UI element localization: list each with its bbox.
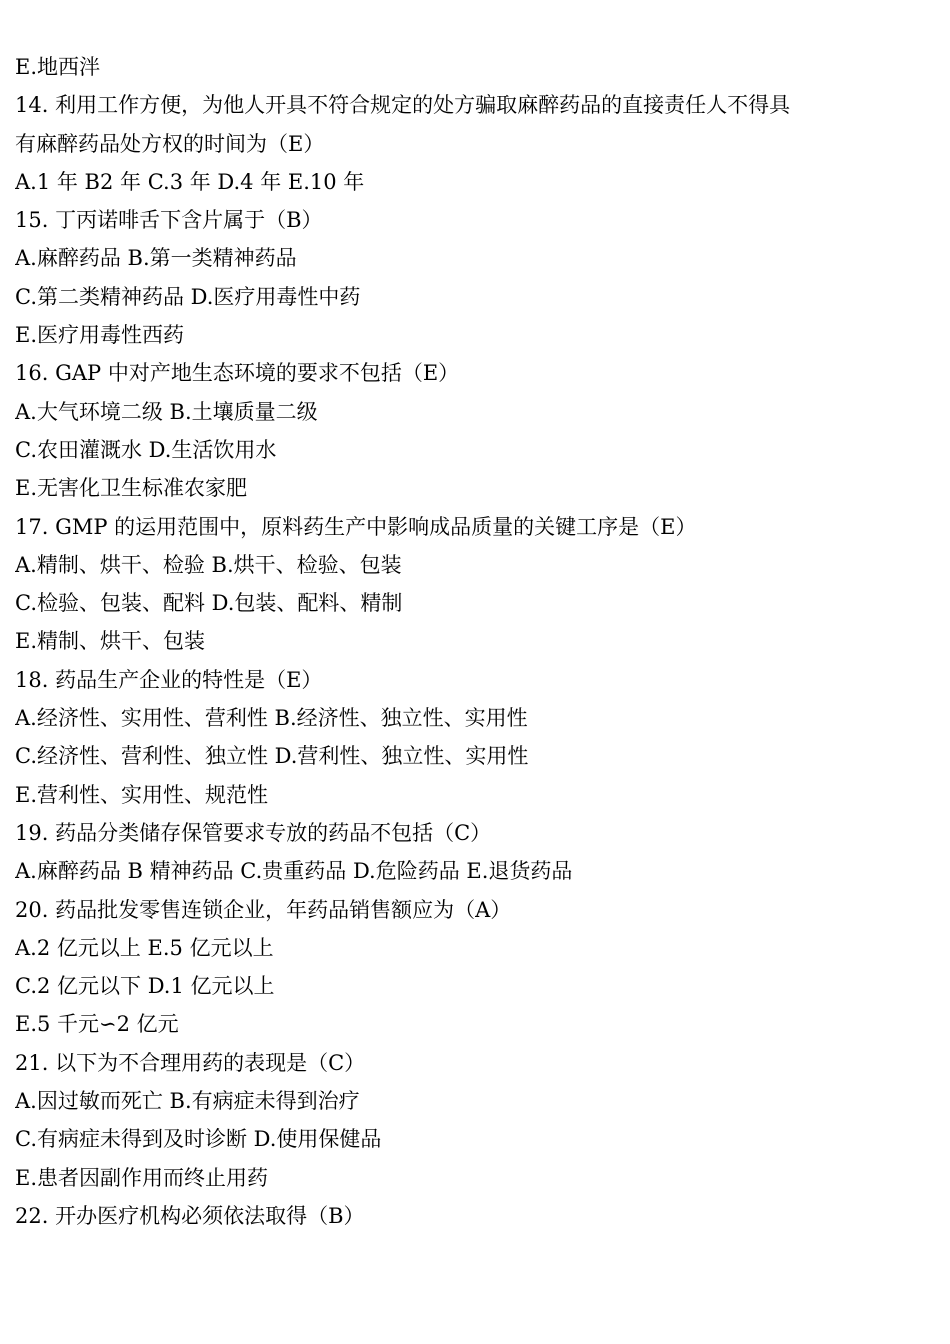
answer-options: C.检验、包装、配料 D.包装、配料、精制 <box>15 591 403 616</box>
answer-options: A.因过敏而死亡 B.有病症未得到治疗 <box>15 1089 360 1114</box>
answer-options: C.第二类精神药品 D.医疗用毒性中药 <box>15 284 361 309</box>
answer-options: C.经济性、营利性、独立性 D.营利性、独立性、实用性 <box>15 744 529 769</box>
answer-options: A.麻醉药品 B.第一类精神药品 <box>15 246 297 271</box>
answer-options: E.精制、烘干、包装 <box>15 629 206 654</box>
text-line: E.地西泮 <box>15 55 101 79</box>
answer-options: A.经济性、实用性、营利性 B.经济性、独立性、实用性 <box>15 706 528 731</box>
answer-options: A.大气环境二级 B.土壤质量二级 <box>15 399 318 424</box>
question-16: 16. GAP 中对产地生态环境的要求不包括（E） <box>15 361 460 386</box>
answer-options: A.1 年 B2 年 C.3 年 D.4 年 E.10 年 <box>15 169 365 194</box>
answer-options: C.农田灌溉水 D.生活饮用水 <box>15 437 277 462</box>
document-body <box>15 48 915 1235</box>
question-18: 18. 药品生产企业的特性是（E） <box>15 667 323 692</box>
question-21: 21. 以下为不合理用药的表现是（C） <box>15 1050 366 1075</box>
question-19: 19. 药品分类储存保管要求专放的药品不包括（C） <box>15 820 492 845</box>
question-17: 17. GMP 的运用范围中，原料药生产中影响成品质量的关键工序是（E） <box>15 514 697 539</box>
answer-options: E.5 千元∽2 亿元 <box>15 1012 179 1037</box>
answer-options: C.有病症未得到及时诊断 D.使用保健品 <box>15 1127 382 1152</box>
question-22: 22. 开办医疗机构必须依法取得（B） <box>15 1203 365 1228</box>
question-15: 15. 丁丙诺啡舌下含片属于（B） <box>15 208 323 233</box>
question-14: 14. 利用工作方便，为他人开具不符合规定的处方骗取麻醉药品的直接责任人不得具 <box>15 93 791 118</box>
answer-options: E.无害化卫生标准农家肥 <box>15 476 248 501</box>
answer-options: A.2 亿元以上 E.5 亿元以上 <box>15 935 274 960</box>
question-20: 20. 药品批发零售连锁企业，年药品销售额应为（A） <box>15 897 512 922</box>
answer-options: E.营利性、实用性、规范性 <box>15 782 269 807</box>
answer-options: E.患者因副作用而终止用药 <box>15 1165 269 1190</box>
answer-options: A.麻醉药品 B 精神药品 C.贵重药品 D.危险药品 E.退货药品 <box>15 859 573 884</box>
answer-options: E.医疗用毒性西药 <box>15 323 185 348</box>
answer-options: A.精制、烘干、检验 B.烘干、检验、包装 <box>15 552 402 577</box>
answer-options: C.2 亿元以下 D.1 亿元以上 <box>15 974 275 999</box>
text-line: 有麻醉药品处方权的时间为（E） <box>15 131 325 156</box>
